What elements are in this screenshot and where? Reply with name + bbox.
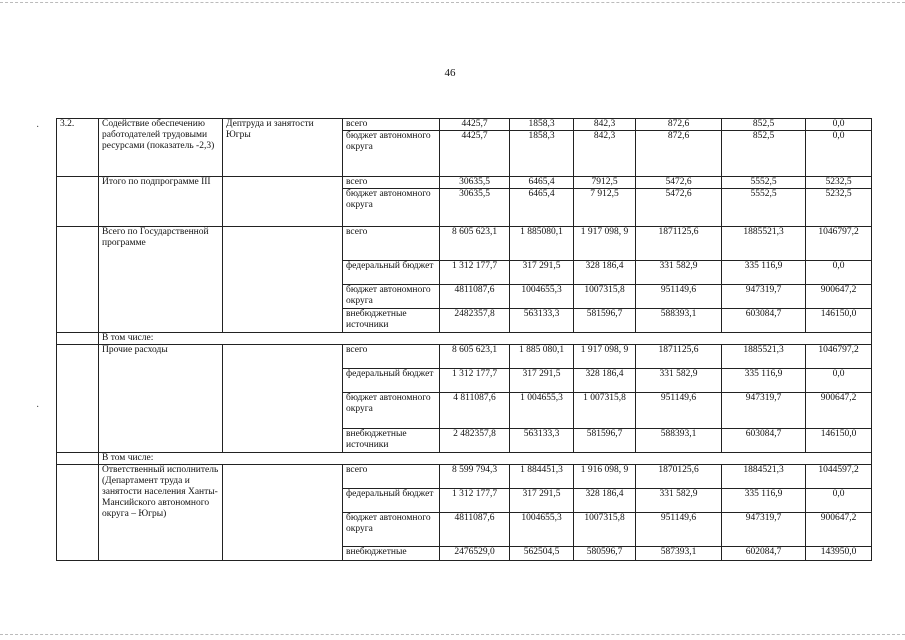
amount-cell: 335 116,9 [722,369,806,393]
amount-cell: 8 605 623,1 [440,227,510,261]
amount-cell: 2482357,8 [440,309,510,333]
amount-cell: 328 186,4 [574,489,636,513]
row-name: Прочие расходы [99,345,223,453]
amount-cell: 146150,0 [806,429,872,453]
amount-cell: 1884521,3 [722,465,806,489]
amount-cell: 317 291,5 [510,369,574,393]
amount-cell: 588393,1 [636,429,722,453]
row-executor [223,345,343,453]
amount-cell: 328 186,4 [574,369,636,393]
funding-source: всего [343,177,440,189]
scan-top-edge [0,2,905,3]
amount-cell: 1046797,2 [806,227,872,261]
amount-cell: 331 582,9 [636,369,722,393]
table-row [57,227,872,261]
amount-cell: 5232,5 [806,189,872,227]
amount-cell: 562504,5 [510,547,574,561]
amount-cell: 1004655,3 [510,285,574,309]
funding-source: бюджет автономного округа [343,513,440,547]
section-label-row [57,333,872,345]
section-label: В том числе: [99,453,872,465]
funding-source: бюджет автономного округа [343,285,440,309]
amount-cell: 1 312 177,7 [440,369,510,393]
funding-source: федеральный бюджет [343,489,440,513]
amount-cell: 603084,7 [722,309,806,333]
row-name: Всего по Государственной программе [99,227,223,333]
amount-cell: 1044597,2 [806,465,872,489]
amount-cell: 872,6 [636,119,722,131]
row-executor [223,177,343,227]
amount-cell: 5472,6 [636,177,722,189]
amount-cell: 0,0 [806,489,872,513]
row-executor: Дептруда и занятости Югры [223,119,343,177]
row-name: Ответственный исполнитель (Департамент труда и занятости населения Ханты-Мансийского автономного округа – Югры) [99,465,223,561]
amount-cell: 335 116,9 [722,489,806,513]
amount-cell: 5552,5 [722,177,806,189]
amount-cell: 1858,3 [510,131,574,177]
amount-cell: 1871125,6 [636,345,722,369]
table-row [57,119,872,131]
amount-cell: 7 912,5 [574,189,636,227]
amount-cell: 4425,7 [440,119,510,131]
funding-source: внебюджетные источники [343,309,440,333]
funding-source: всего [343,345,440,369]
amount-cell: 0,0 [806,119,872,131]
funding-source: бюджет автономного округа [343,189,440,227]
row-name: Содействие обеспечению работодателей трудовыми ресурсами (показатель -2,3) [99,119,223,177]
funding-source: федеральный бюджет [343,261,440,285]
amount-cell: 1 312 177,7 [440,489,510,513]
amount-cell: 328 186,4 [574,261,636,285]
funding-source: всего [343,465,440,489]
scan-bottom-edge [0,634,905,635]
row-number: 3.2. [57,119,99,177]
funding-source: внебюджетные [343,547,440,561]
amount-cell: 588393,1 [636,309,722,333]
margin-mark: · [36,402,40,413]
amount-cell: 6465,4 [510,189,574,227]
amount-cell: 1870125,6 [636,465,722,489]
amount-cell: 1885521,3 [722,227,806,261]
funding-source: всего [343,119,440,131]
amount-cell: 947319,7 [722,393,806,429]
amount-cell: 842,3 [574,119,636,131]
row-number [57,465,99,561]
amount-cell: 852,5 [722,119,806,131]
amount-cell: 143950,0 [806,547,872,561]
section-label: В том числе: [99,333,872,345]
table-row [57,177,872,189]
empty-cell [57,453,99,465]
amount-cell: 581596,7 [574,429,636,453]
amount-cell: 587393,1 [636,547,722,561]
amount-cell: 1004655,3 [510,513,574,547]
amount-cell: 4811087,6 [440,285,510,309]
section-label-row [57,453,872,465]
amount-cell: 2 482357,8 [440,429,510,453]
amount-cell: 603084,7 [722,429,806,453]
amount-cell: 331 582,9 [636,489,722,513]
amount-cell: 5472,6 [636,189,722,227]
amount-cell: 602084,7 [722,547,806,561]
amount-cell: 951149,6 [636,285,722,309]
amount-cell: 8 599 794,3 [440,465,510,489]
amount-cell: 30635,5 [440,177,510,189]
amount-cell: 6465,4 [510,177,574,189]
amount-cell: 563133,3 [510,429,574,453]
amount-cell: 563133,3 [510,309,574,333]
amount-cell: 1 885 080,1 [510,345,574,369]
funding-source: федеральный бюджет [343,369,440,393]
table-row [57,345,872,369]
margin-mark: · [36,122,40,133]
amount-cell: 335 116,9 [722,261,806,285]
amount-cell: 951149,6 [636,393,722,429]
row-executor [223,227,343,333]
table-row [57,465,872,489]
budget-table [56,118,872,561]
amount-cell: 4425,7 [440,131,510,177]
page-number: 46 [444,67,456,79]
row-number [57,345,99,453]
amount-cell: 4 811087,6 [440,393,510,429]
amount-cell: 331 582,9 [636,261,722,285]
amount-cell: 1 004655,3 [510,393,574,429]
amount-cell: 951149,6 [636,513,722,547]
amount-cell: 1 312 177,7 [440,261,510,285]
amount-cell: 0,0 [806,131,872,177]
amount-cell: 1 917 098, 9 [574,227,636,261]
amount-cell: 2476529,0 [440,547,510,561]
amount-cell: 1046797,2 [806,345,872,369]
row-number [57,227,99,333]
amount-cell: 1 916 098, 9 [574,465,636,489]
amount-cell: 30635,5 [440,189,510,227]
amount-cell: 146150,0 [806,309,872,333]
amount-cell: 842,3 [574,131,636,177]
amount-cell: 317 291,5 [510,489,574,513]
amount-cell: 852,5 [722,131,806,177]
amount-cell: 1871125,6 [636,227,722,261]
amount-cell: 1 885080,1 [510,227,574,261]
amount-cell: 1 007315,8 [574,393,636,429]
amount-cell: 581596,7 [574,309,636,333]
amount-cell: 1007315,8 [574,285,636,309]
row-executor [223,465,343,561]
row-number [57,177,99,227]
amount-cell: 900647,2 [806,285,872,309]
amount-cell: 947319,7 [722,285,806,309]
amount-cell: 7912,5 [574,177,636,189]
amount-cell: 1885521,3 [722,345,806,369]
amount-cell: 1007315,8 [574,513,636,547]
amount-cell: 1 884451,3 [510,465,574,489]
empty-cell [57,333,99,345]
amount-cell: 1858,3 [510,119,574,131]
amount-cell: 8 605 623,1 [440,345,510,369]
amount-cell: 1 917 098, 9 [574,345,636,369]
amount-cell: 0,0 [806,369,872,393]
funding-source: бюджет автономного округа [343,131,440,177]
row-name: Итого по подпрограмме III [99,177,223,227]
amount-cell: 947319,7 [722,513,806,547]
amount-cell: 872,6 [636,131,722,177]
funding-source: бюджет автономного округа [343,393,440,429]
amount-cell: 5552,5 [722,189,806,227]
amount-cell: 580596,7 [574,547,636,561]
amount-cell: 0,0 [806,261,872,285]
amount-cell: 317 291,5 [510,261,574,285]
amount-cell: 900647,2 [806,513,872,547]
funding-source: всего [343,227,440,261]
funding-source: внебюджетные источники [343,429,440,453]
amount-cell: 4811087,6 [440,513,510,547]
amount-cell: 5232,5 [806,177,872,189]
amount-cell: 900647,2 [806,393,872,429]
